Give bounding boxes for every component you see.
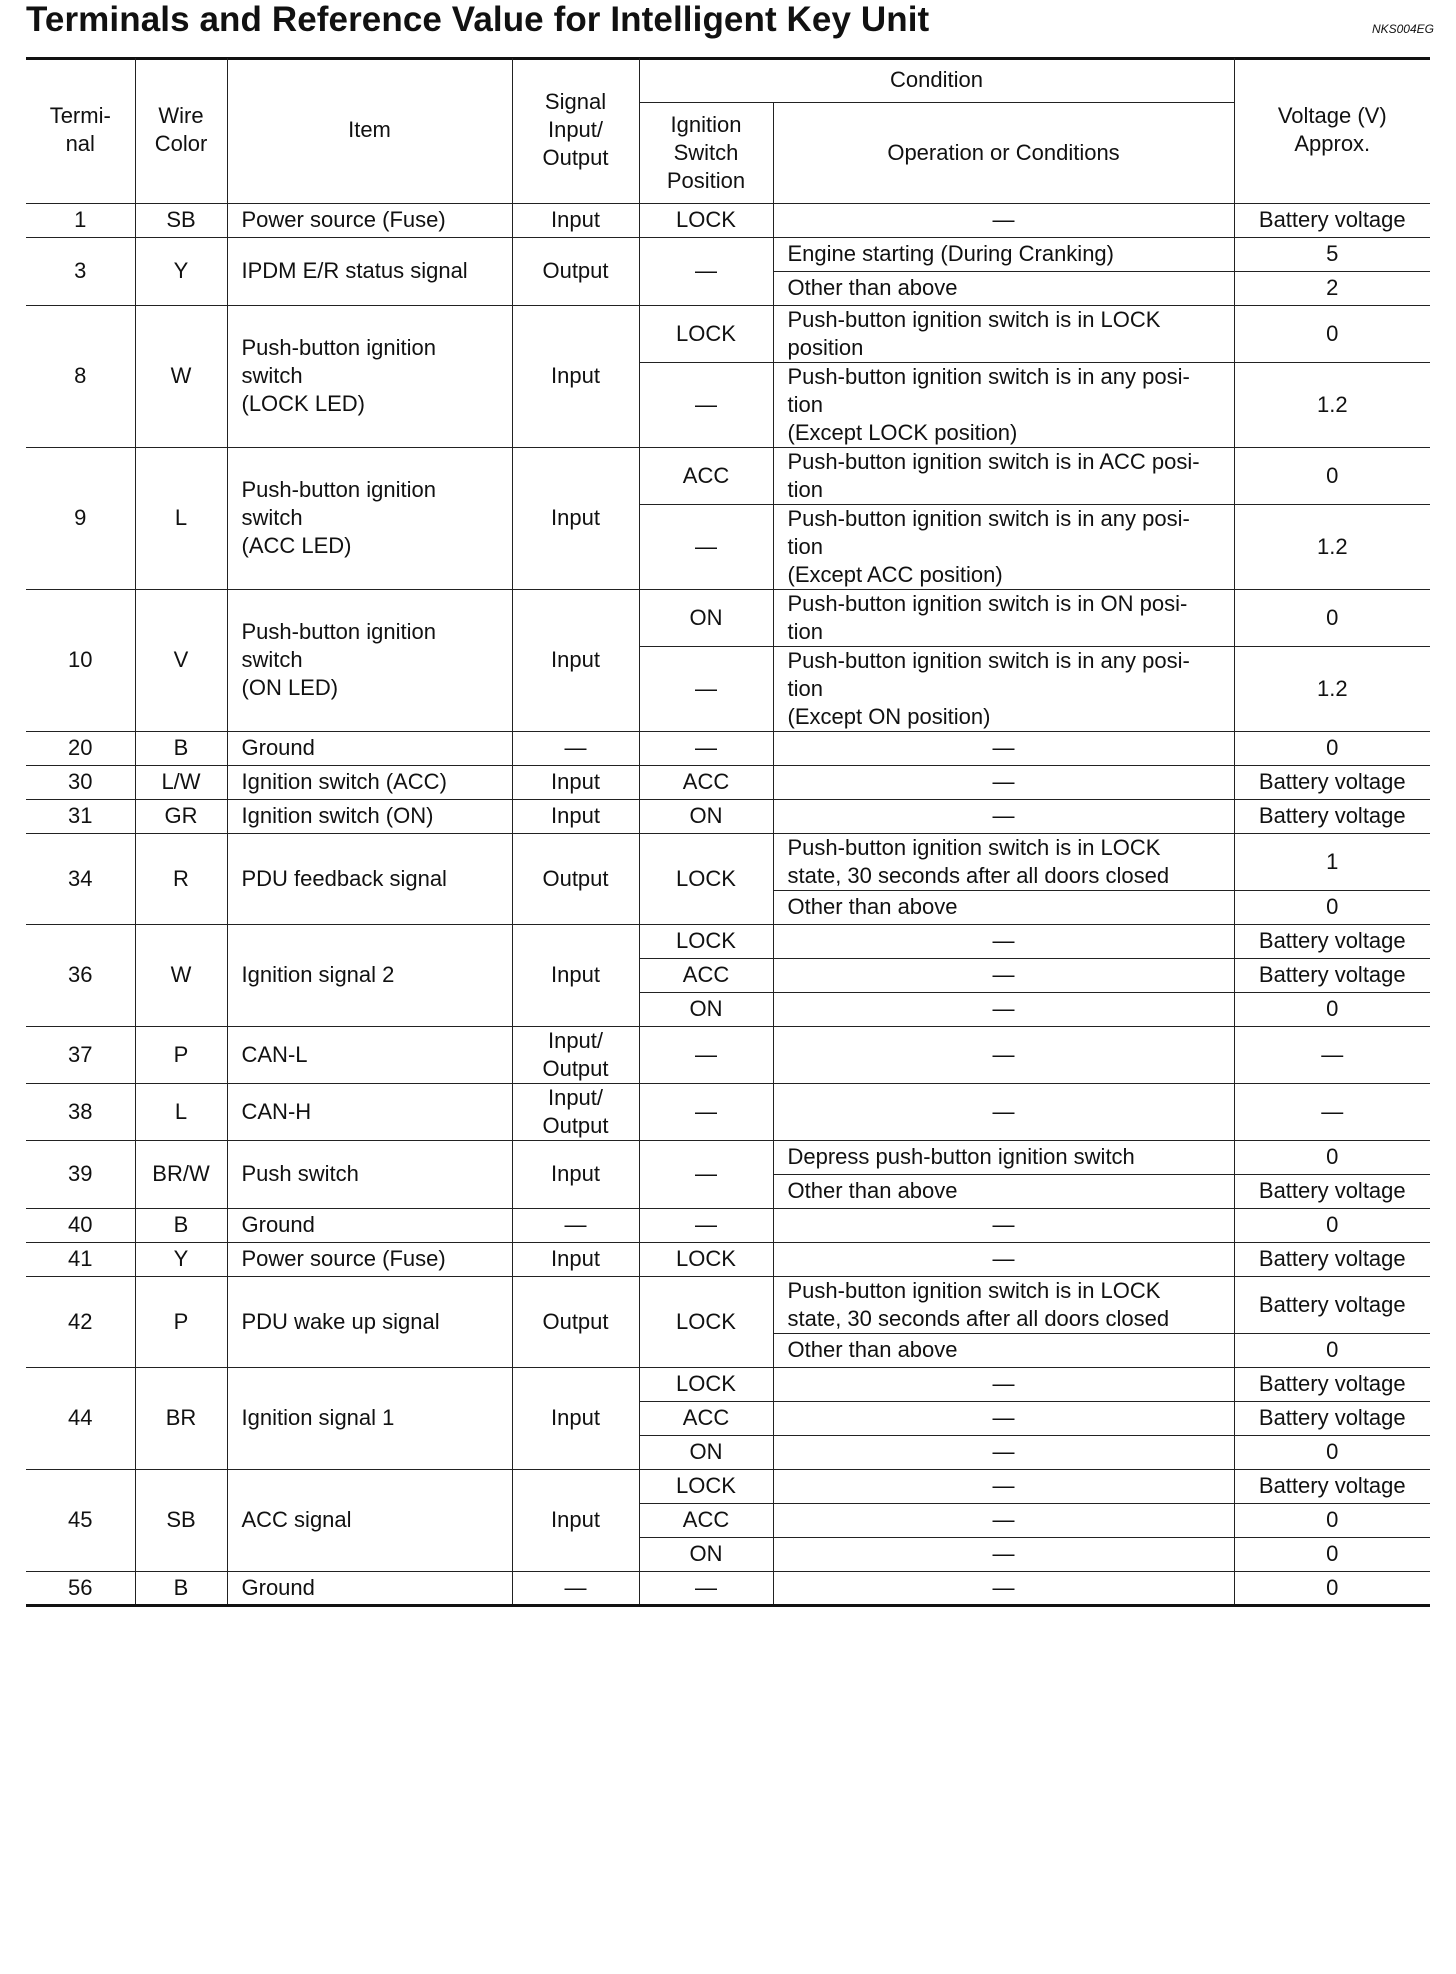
cell-wire-color: W <box>135 305 227 447</box>
table-body <box>26 203 1430 1605</box>
cell-operation: Other than above <box>773 1333 1234 1367</box>
cell-operation: Push-button ignition switch is in LOCK state, 30 seconds after all doors closed <box>773 1276 1234 1333</box>
cell-terminal: 8 <box>26 305 135 447</box>
table-row <box>26 1276 1430 1333</box>
cell-ignition: LOCK <box>639 833 773 924</box>
cell-ignition: LOCK <box>639 1276 773 1367</box>
cell-wire-color: P <box>135 1276 227 1367</box>
cell-signal: Input <box>512 305 639 447</box>
cell-item: CAN-H <box>227 1083 512 1140</box>
header-voltage: Voltage (V) Approx. <box>1234 58 1430 203</box>
header-terminal: Termi- nal <box>26 58 135 203</box>
cell-voltage: 0 <box>1234 1537 1430 1571</box>
cell-wire-color: BR <box>135 1367 227 1469</box>
cell-voltage: 0 <box>1234 890 1430 924</box>
cell-signal: Output <box>512 1276 639 1367</box>
cell-voltage: Battery voltage <box>1234 1367 1430 1401</box>
cell-operation: Push-button ignition switch is in LOCK position <box>773 305 1234 362</box>
cell-voltage: Battery voltage <box>1234 1469 1430 1503</box>
cell-ignition: LOCK <box>639 1242 773 1276</box>
cell-terminal: 36 <box>26 924 135 1026</box>
cell-ignition: — <box>639 1026 773 1083</box>
page-title: Terminals and Reference Value for Intelligent Key Unit <box>26 0 930 39</box>
table-row <box>26 1571 1430 1605</box>
cell-operation: — <box>773 1503 1234 1537</box>
table-row <box>26 1083 1430 1140</box>
cell-voltage: Battery voltage <box>1234 1242 1430 1276</box>
cell-wire-color: B <box>135 731 227 765</box>
cell-voltage: 0 <box>1234 1571 1430 1605</box>
table-row <box>26 1140 1430 1174</box>
cell-wire-color: L/W <box>135 765 227 799</box>
cell-voltage: 0 <box>1234 589 1430 646</box>
cell-terminal: 1 <box>26 203 135 237</box>
cell-terminal: 30 <box>26 765 135 799</box>
cell-item: Ground <box>227 1208 512 1242</box>
cell-wire-color: Y <box>135 237 227 305</box>
cell-voltage: 0 <box>1234 992 1430 1026</box>
cell-voltage: 1.2 <box>1234 504 1430 589</box>
cell-signal: Input <box>512 589 639 731</box>
cell-terminal: 10 <box>26 589 135 731</box>
cell-wire-color: W <box>135 924 227 1026</box>
cell-operation: — <box>773 1083 1234 1140</box>
cell-item: Push switch <box>227 1140 512 1208</box>
cell-operation: Other than above <box>773 1174 1234 1208</box>
cell-signal: Input/ Output <box>512 1083 639 1140</box>
cell-signal: — <box>512 731 639 765</box>
cell-ignition: — <box>639 1083 773 1140</box>
table-row <box>26 447 1430 504</box>
cell-voltage: Battery voltage <box>1234 924 1430 958</box>
cell-terminal: 31 <box>26 799 135 833</box>
table-row <box>26 1469 1430 1503</box>
cell-signal: Input <box>512 924 639 1026</box>
header-item: Item <box>227 58 512 203</box>
cell-wire-color: P <box>135 1026 227 1083</box>
cell-ignition: — <box>639 237 773 305</box>
table-row <box>26 799 1430 833</box>
cell-item: Ignition switch (ACC) <box>227 765 512 799</box>
cell-terminal: 44 <box>26 1367 135 1469</box>
cell-ignition: ON <box>639 1435 773 1469</box>
cell-operation: Other than above <box>773 271 1234 305</box>
cell-wire-color: SB <box>135 203 227 237</box>
cell-operation: Push-button ignition switch is in ON posi- tion <box>773 589 1234 646</box>
cell-item: ACC signal <box>227 1469 512 1571</box>
cell-wire-color: B <box>135 1571 227 1605</box>
cell-operation: — <box>773 1435 1234 1469</box>
cell-terminal: 42 <box>26 1276 135 1367</box>
cell-voltage: Battery voltage <box>1234 799 1430 833</box>
cell-voltage: Battery voltage <box>1234 1276 1430 1333</box>
cell-operation: — <box>773 1026 1234 1083</box>
cell-signal: Input <box>512 1140 639 1208</box>
cell-operation: Push-button ignition switch is in any posi- tion (Except ON position) <box>773 646 1234 731</box>
cell-ignition: ACC <box>639 1503 773 1537</box>
cell-wire-color: R <box>135 833 227 924</box>
cell-voltage: 1 <box>1234 833 1430 890</box>
cell-operation: — <box>773 1242 1234 1276</box>
cell-signal: Input <box>512 1469 639 1571</box>
cell-voltage: 5 <box>1234 237 1430 271</box>
cell-operation: — <box>773 924 1234 958</box>
cell-voltage: 1.2 <box>1234 646 1430 731</box>
cell-voltage: 0 <box>1234 1503 1430 1537</box>
cell-voltage: Battery voltage <box>1234 1401 1430 1435</box>
cell-voltage: 0 <box>1234 447 1430 504</box>
cell-ignition: LOCK <box>639 203 773 237</box>
cell-voltage: 2 <box>1234 271 1430 305</box>
cell-ignition: ACC <box>639 447 773 504</box>
cell-wire-color: GR <box>135 799 227 833</box>
cell-signal: Input <box>512 447 639 589</box>
cell-signal: — <box>512 1208 639 1242</box>
cell-terminal: 20 <box>26 731 135 765</box>
cell-ignition: — <box>639 1140 773 1208</box>
cell-voltage: — <box>1234 1083 1430 1140</box>
cell-ignition: LOCK <box>639 1469 773 1503</box>
cell-item: Push-button ignition switch (ON LED) <box>227 589 512 731</box>
cell-item: Ground <box>227 731 512 765</box>
cell-operation: — <box>773 958 1234 992</box>
cell-voltage: Battery voltage <box>1234 958 1430 992</box>
cell-operation: — <box>773 765 1234 799</box>
cell-item: Ground <box>227 1571 512 1605</box>
table-row <box>26 1208 1430 1242</box>
cell-operation: Push-button ignition switch is in any posi- tion (Except LOCK position) <box>773 362 1234 447</box>
cell-item: Push-button ignition switch (ACC LED) <box>227 447 512 589</box>
cell-item: CAN-L <box>227 1026 512 1083</box>
cell-operation: Depress push-button ignition switch <box>773 1140 1234 1174</box>
cell-wire-color: Y <box>135 1242 227 1276</box>
cell-signal: Output <box>512 237 639 305</box>
cell-operation: Push-button ignition switch is in any posi- tion (Except ACC position) <box>773 504 1234 589</box>
cell-ignition: ON <box>639 589 773 646</box>
table-row <box>26 924 1430 958</box>
cell-item: Power source (Fuse) <box>227 203 512 237</box>
cell-ignition: — <box>639 646 773 731</box>
cell-voltage: 0 <box>1234 1208 1430 1242</box>
cell-signal: Input <box>512 799 639 833</box>
cell-signal: Input <box>512 203 639 237</box>
table-row <box>26 203 1430 237</box>
cell-ignition: — <box>639 362 773 447</box>
cell-wire-color: L <box>135 447 227 589</box>
cell-item: Ignition signal 2 <box>227 924 512 1026</box>
table-row <box>26 305 1430 362</box>
cell-terminal: 41 <box>26 1242 135 1276</box>
table-row <box>26 765 1430 799</box>
cell-ignition: ACC <box>639 958 773 992</box>
cell-item: IPDM E/R status signal <box>227 237 512 305</box>
cell-item: Ignition signal 1 <box>227 1367 512 1469</box>
terminals-table <box>26 58 1430 1607</box>
cell-terminal: 38 <box>26 1083 135 1140</box>
cell-terminal: 9 <box>26 447 135 589</box>
cell-operation: Other than above <box>773 890 1234 924</box>
header-signal: Signal Input/ Output <box>512 58 639 203</box>
cell-terminal: 3 <box>26 237 135 305</box>
cell-ignition: LOCK <box>639 305 773 362</box>
cell-signal: Input <box>512 1242 639 1276</box>
cell-signal: Input <box>512 765 639 799</box>
table-row <box>26 731 1430 765</box>
cell-wire-color: L <box>135 1083 227 1140</box>
cell-ignition: — <box>639 1571 773 1605</box>
table-row <box>26 1367 1430 1401</box>
cell-wire-color: V <box>135 589 227 731</box>
cell-operation: — <box>773 1469 1234 1503</box>
cell-ignition: ON <box>639 992 773 1026</box>
cell-ignition: ACC <box>639 765 773 799</box>
cell-operation: — <box>773 203 1234 237</box>
cell-operation: Engine starting (During Cranking) <box>773 237 1234 271</box>
cell-voltage: Battery voltage <box>1234 765 1430 799</box>
cell-signal: Input/ Output <box>512 1026 639 1083</box>
cell-operation: — <box>773 1208 1234 1242</box>
cell-item: Power source (Fuse) <box>227 1242 512 1276</box>
cell-ignition: ON <box>639 1537 773 1571</box>
table-row <box>26 237 1430 271</box>
cell-voltage: Battery voltage <box>1234 1174 1430 1208</box>
cell-voltage: 0 <box>1234 1140 1430 1174</box>
cell-ignition: ACC <box>639 1401 773 1435</box>
cell-voltage: 0 <box>1234 1333 1430 1367</box>
cell-item: PDU wake up signal <box>227 1276 512 1367</box>
cell-ignition: — <box>639 504 773 589</box>
header-condition: Condition <box>639 58 1234 102</box>
cell-item: Ignition switch (ON) <box>227 799 512 833</box>
cell-operation: Push-button ignition switch is in LOCK state, 30 seconds after all doors closed <box>773 833 1234 890</box>
cell-voltage: 0 <box>1234 305 1430 362</box>
cell-operation: — <box>773 1571 1234 1605</box>
cell-terminal: 45 <box>26 1469 135 1571</box>
cell-terminal: 40 <box>26 1208 135 1242</box>
cell-signal: Input <box>512 1367 639 1469</box>
table-row <box>26 833 1430 890</box>
cell-operation: — <box>773 992 1234 1026</box>
table-row <box>26 1026 1430 1083</box>
cell-operation: — <box>773 1367 1234 1401</box>
cell-ignition: — <box>639 1208 773 1242</box>
cell-voltage: 0 <box>1234 731 1430 765</box>
cell-operation: — <box>773 731 1234 765</box>
table-row <box>26 1242 1430 1276</box>
cell-signal: — <box>512 1571 639 1605</box>
cell-ignition: ON <box>639 799 773 833</box>
cell-wire-color: BR/W <box>135 1140 227 1208</box>
header-operation: Operation or Conditions <box>773 102 1234 203</box>
cell-voltage: — <box>1234 1026 1430 1083</box>
cell-operation: — <box>773 1537 1234 1571</box>
cell-wire-color: B <box>135 1208 227 1242</box>
document-code: NKS004EG <box>1371 22 1434 36</box>
cell-signal: Output <box>512 833 639 924</box>
cell-operation: Push-button ignition switch is in ACC posi- tion <box>773 447 1234 504</box>
cell-voltage: 1.2 <box>1234 362 1430 447</box>
cell-operation: — <box>773 1401 1234 1435</box>
cell-terminal: 56 <box>26 1571 135 1605</box>
cell-ignition: LOCK <box>639 1367 773 1401</box>
cell-operation: — <box>773 799 1234 833</box>
cell-voltage: Battery voltage <box>1234 203 1430 237</box>
cell-wire-color: SB <box>135 1469 227 1571</box>
cell-item: Push-button ignition switch (LOCK LED) <box>227 305 512 447</box>
table-row <box>26 589 1430 646</box>
cell-ignition: LOCK <box>639 924 773 958</box>
cell-terminal: 39 <box>26 1140 135 1208</box>
cell-terminal: 37 <box>26 1026 135 1083</box>
cell-item: PDU feedback signal <box>227 833 512 924</box>
cell-terminal: 34 <box>26 833 135 924</box>
cell-ignition: — <box>639 731 773 765</box>
header-ignition: Ignition Switch Position <box>639 102 773 203</box>
cell-voltage: 0 <box>1234 1435 1430 1469</box>
header-wire-color: Wire Color <box>135 58 227 203</box>
